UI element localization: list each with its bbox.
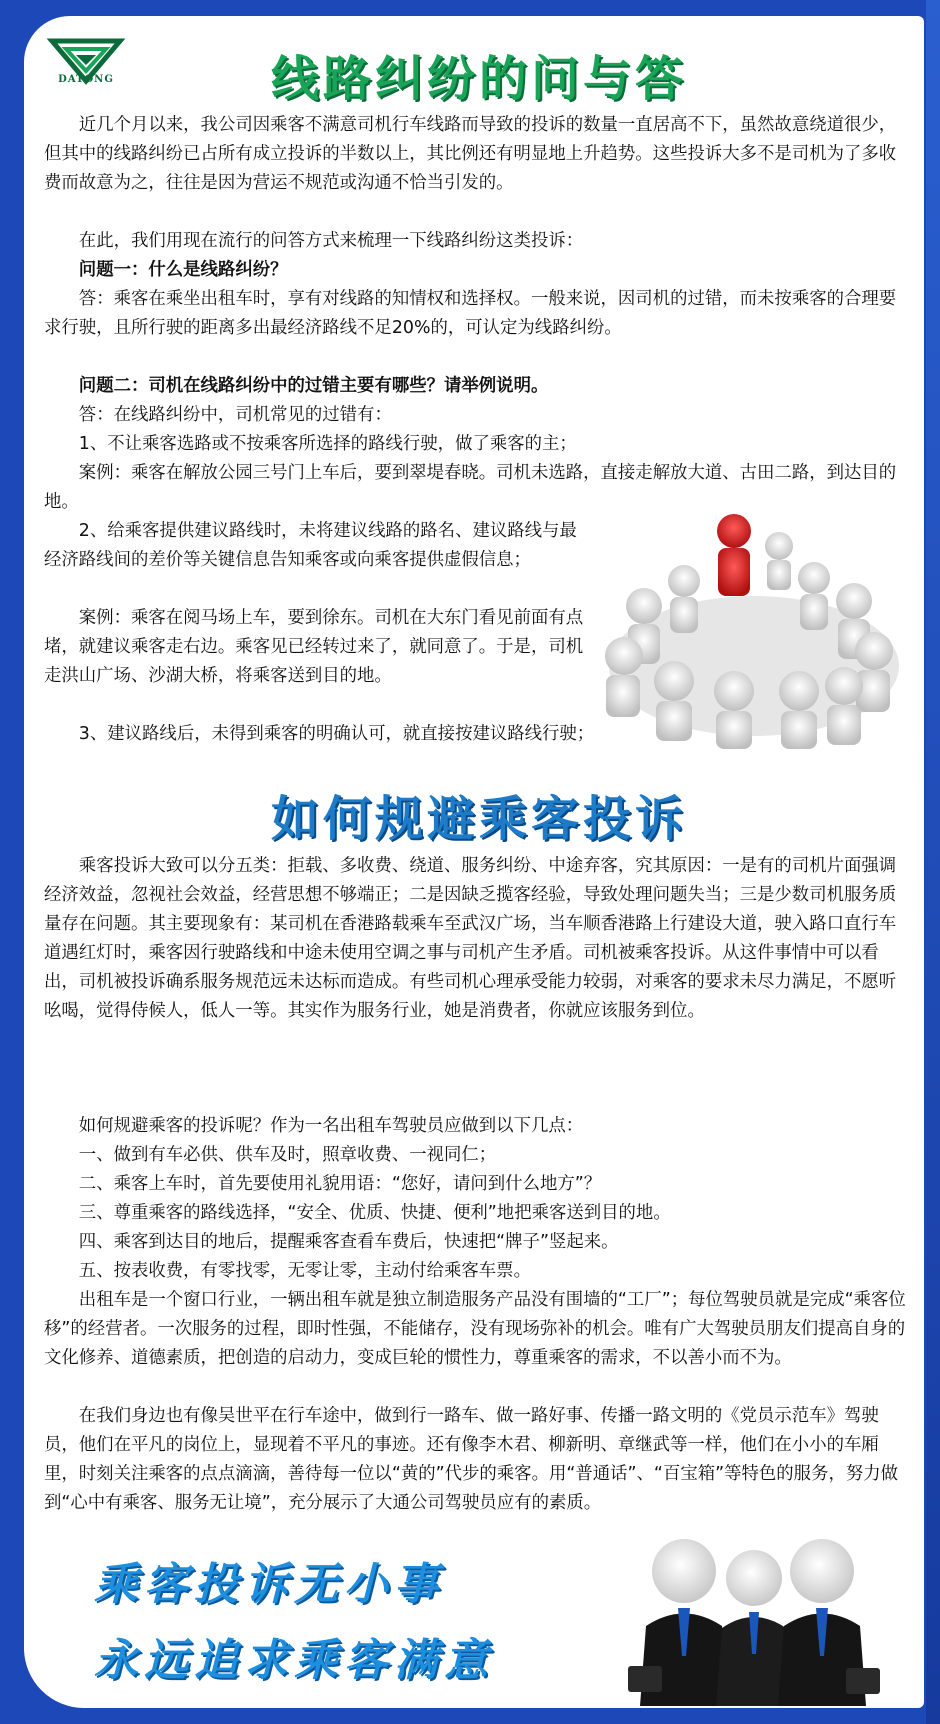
paragraph: 答：在线路纠纷中，司机常见的过错有： (78, 405, 392, 425)
section2-title: 如何规避乘客投诉 (270, 791, 687, 847)
decorative-edge (926, 0, 940, 1724)
list-item: 五、按表收费，有零找零，无零让零，主动付给乘客车票。 (78, 1261, 531, 1281)
paragraph: 近几个月以来，我公司因乘客不满意司机行车线路而导致的投诉的数量一直居高不下，虽然故意绕道很少，但其中的线路纠纷已占所有成立投诉的半数以上，其比例还有明显地上升趋势。这些投诉大多不是司机为了多收费而故意为之，往往是因为营运不规范或沟通不恰当引发的。 (44, 115, 897, 193)
list-item: 四、乘客到达目的地后，提醒乘客查看车费后，快速把“牌子”竖起来。 (78, 1232, 619, 1252)
list-item: 二、乘客上车时，首先要使用礼貌用语：“您好，请问到什么地方”？ (78, 1174, 602, 1194)
paragraph: 案例：乘客在阅马场上车，要到徐东。司机在大东门看见前面有点堵，就建议乘客走右边。乘客见已经转过来了，就同意了。于是，司机走洪山广场、沙湖大桥，将乘客送到目的地。 (44, 608, 584, 686)
question-heading: 问题一：什么是线路纠纷？ (78, 260, 288, 280)
slogan-line-1: 乘客投诉无小事 (94, 1559, 444, 1610)
paragraph: 答：乘客在乘坐出租车时，享有对线路的知情权和选择权。一般来说，因司机的过错，而未按乘客的合理要求行驶，且所行驶的距离多出最经济路线不足20%的，可认定为线路纠纷。 (44, 289, 897, 338)
paragraph: 3、建议路线后，未得到乘客的明确认可，就直接按建议路线行驶； (78, 724, 595, 744)
slogan-line-2: 永远追求乘客满意 (94, 1635, 494, 1686)
people-circle-image (584, 486, 914, 756)
business-people-image (624, 1526, 884, 1706)
paragraph: 乘客投诉大致可以分五类：拒载、多收费、绕道、服务纠纷、中途弃客，究其原因：一是有的司机片面强调经济效益，忽视社会效益，经营思想不够端正；二是因缺乏揽客经验，导致处理问题失当；三是少数司机服务质量存在问题。其主要现象有：某司机在香港路载乘车至武汉广场，当车顺香港路上行建设大道，驶入路口直行车道遇红灯时，乘客因行驶路线和中途未使用空调之事与司机产生矛盾。司机被乘客投诉。从这件事情中可以看出，司机被投诉确系服务规范远未达标而造成。有些司机心理承受能力较弱，对乘客的要求未尽力满足，不愿听吆喝，觉得侍候人，低人一等。其实作为服务行业，她是消费者，你就应该服务到位。 (44, 856, 897, 1021)
paragraph: 1、不让乘客选路或不按乘客所选择的路线行驶，做了乘客的主； (78, 434, 577, 454)
list-item: 三、尊重乘客的路线选择，“安全、优质、快捷、便利”地把乘客送到目的地。 (78, 1203, 671, 1223)
datong-logo-icon (46, 28, 126, 98)
paragraph: 如何规避乘客的投诉呢？作为一名出租车驾驶员应做到以下几点： (78, 1116, 584, 1136)
logo-text: DATONG (58, 74, 114, 85)
list-item: 一、做到有车必供、供车及时，照章收费、一视同仁； (78, 1145, 497, 1165)
question-heading: 问题二：司机在线路纠纷中的过错主要有哪些？请举例说明。 (78, 376, 549, 396)
paragraph: 在我们身边也有像吴世平在行车途中，做到行一路车、做一路好事、传播一路文明的《党员示范车》驾驶员，他们在平凡的岗位上，显现着不平凡的事迹。还有像李木君、柳新明、章继武等一样，他们在小小的车厢里，时刻关注乘客的点点滴滴，善待每一位以“黄的”代步的乘客。用“普通话”、“百宝箱”等特色的服务，努力做到“心中有乘客、服务无让境”，充分展示了大通公司驾驶员应有的素质。 (44, 1406, 899, 1513)
paragraph: 在此，我们用现在流行的问答方式来梳理一下线路纠纷这类投诉： (78, 231, 584, 251)
section1-title: 线路纠纷的问与答 (270, 51, 687, 107)
paragraph: 出租车是一个窗口行业，一辆出租车就是独立制造服务产品没有围墙的“工厂”；每位驾驶员就是完成“乘客位移”的经营者。一次服务的过程，即时性强，不能储存，没有现场弥补的机会。唯有广大驾驶员朋友们提高自身的文化修养、道德素质，把创造的启动力，变成巨轮的惯性力，尊重乘客的需求，不以善小而不为。 (44, 1290, 906, 1368)
paragraph: 案例：乘客在解放公园三号门上车后，要到翠堤春晓。司机未选路，直接走解放大道、古田二路，到达目的地。 (44, 463, 897, 512)
paragraph: 2、给乘客提供建议路线时，未将建议线路的路名、建议路线与最经济路线间的差价等关键信息告知乘客或向乘客提供虚假信息； (44, 521, 577, 570)
poster-panel (24, 16, 924, 1708)
